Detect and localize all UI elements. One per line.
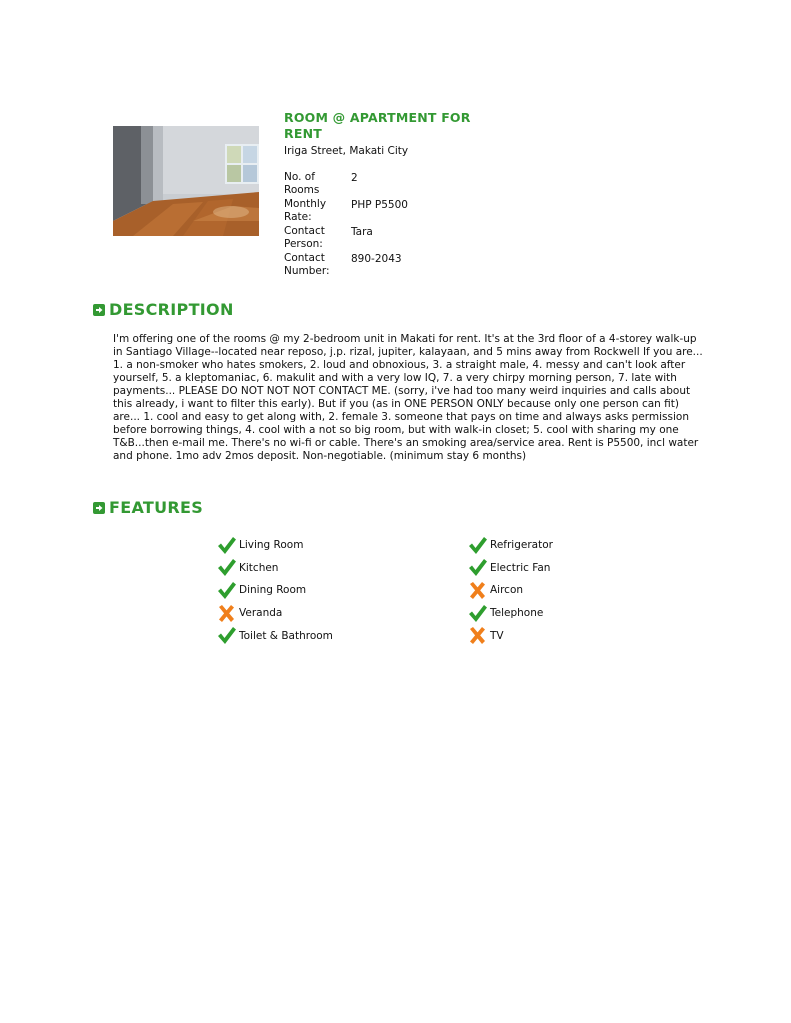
listing-title: ROOM @ APARTMENT FOR RENT <box>284 110 471 141</box>
description-text: I'm offering one of the rooms @ my 2-bedroom unit in Makati for rent. It's at the 3rd floor of a 4-storey walk-up in Santiago Village--located near reposo, j.p. rizal, jupiter, kalayaan, and 5 mins away from Rockwell If you are... 1. a non-smoker who hates smokers, 2. loud and obnoxious, 3. a straight male, 4. messy and can't look after yourself, 5. a kleptomaniac, 6. makulit and with a very low IQ, 7. a very chirpy morning person, 7. late with payments... PLEASE DO NOT NOT NOT CONTACT ME. (sorry, i've had too many weird inquiries and calls about this already, i want to filter this early). But if you (as in ONE PERSON ONLY because only one person can fit) are... 1. cool and easy to get along with, 2. female 3. someone that pays on time and always asks permission before borrowing things, 4. cool with a not so big room, but with walk-in closet; 5. cool with sharing my one T&B...then e-mail me. There's no wi-fi or cable. There's an smoking area/service area. Rent is P5500, incl water and phone. 1mo adv 2mos deposit. Non-negotiable. (minimum stay 6 months) <box>113 333 703 462</box>
arrow-box-icon <box>93 502 105 514</box>
detail-row-rate <box>284 198 484 225</box>
feature-label: Veranda <box>239 607 283 620</box>
feature-item <box>467 557 667 580</box>
cross-icon <box>467 580 488 601</box>
arrow-box-icon <box>93 304 105 316</box>
feature-label: Toilet & Bathroom <box>239 629 333 642</box>
check-icon <box>467 557 488 578</box>
feature-label: Living Room <box>239 539 304 552</box>
feature-label: Electric Fan <box>490 561 551 574</box>
feature-item <box>216 624 416 647</box>
features-heading <box>93 498 203 517</box>
feature-label: Refrigerator <box>490 539 553 552</box>
section-title: FEATURES <box>109 498 204 517</box>
feature-item <box>216 602 416 625</box>
detail-row-rooms <box>284 171 484 198</box>
check-icon <box>216 557 237 578</box>
check-icon <box>467 603 488 624</box>
listing-address: Iriga Street, Makati City <box>284 145 409 157</box>
check-icon <box>216 535 237 556</box>
cross-icon <box>467 625 488 646</box>
detail-value: PHP P5500 <box>351 199 408 211</box>
feature-label: Aircon <box>490 584 524 597</box>
cross-icon <box>216 603 237 624</box>
detail-label: Monthly Rate: <box>284 198 327 223</box>
feature-label: Telephone <box>490 607 544 620</box>
feature-item <box>467 579 667 602</box>
feature-label: TV <box>490 629 504 642</box>
check-icon <box>216 580 237 601</box>
detail-value: 890-2043 <box>351 253 402 265</box>
feature-item <box>467 602 667 625</box>
feature-item <box>216 579 416 602</box>
detail-label: No. of Rooms <box>284 171 320 196</box>
features-list-left <box>216 534 416 647</box>
room-photo <box>113 126 259 236</box>
feature-label: Kitchen <box>239 561 279 574</box>
features-list-right <box>467 534 667 647</box>
detail-label: Contact Number: <box>284 252 330 277</box>
check-icon <box>467 535 488 556</box>
detail-value: 2 <box>351 172 358 184</box>
feature-item <box>467 624 667 647</box>
feature-label: Dining Room <box>239 584 307 597</box>
listing-details <box>284 171 484 279</box>
detail-row-contact-person <box>284 225 484 252</box>
detail-value: Tara <box>351 226 373 238</box>
description-heading <box>93 300 234 319</box>
feature-item <box>467 534 667 557</box>
feature-item <box>216 534 416 557</box>
check-icon <box>216 625 237 646</box>
feature-item <box>216 557 416 580</box>
detail-row-contact-number <box>284 252 484 279</box>
section-title: DESCRIPTION <box>109 300 234 319</box>
detail-label: Contact Person: <box>284 225 325 250</box>
